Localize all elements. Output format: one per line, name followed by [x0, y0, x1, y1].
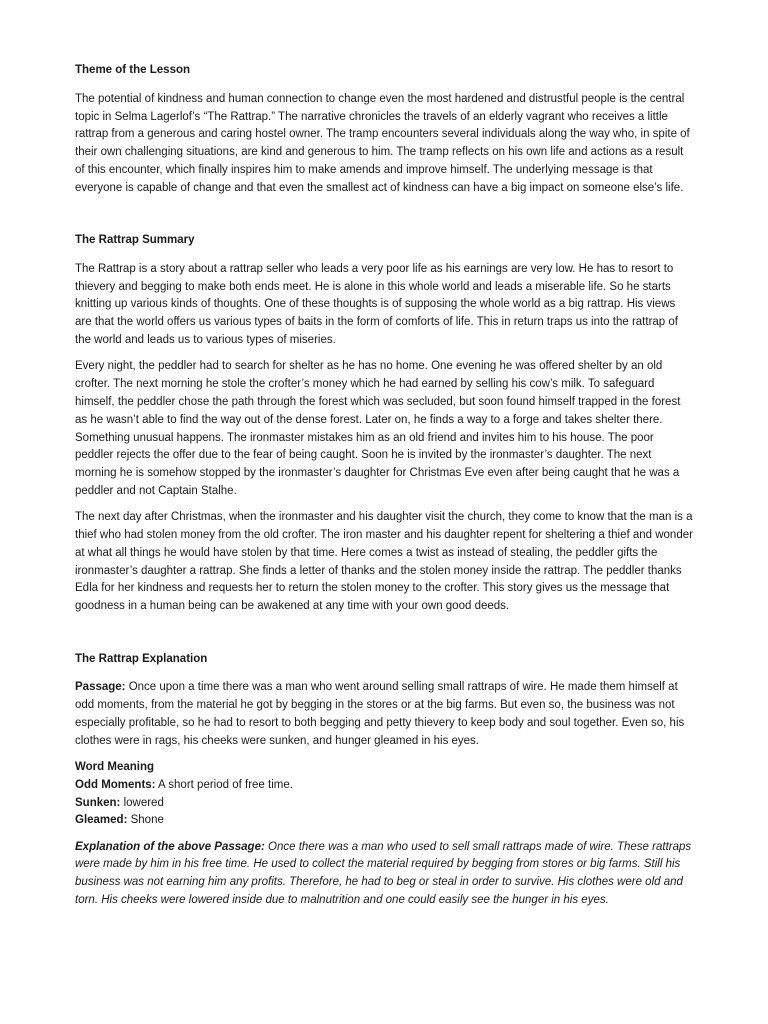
word-definition: Shone [127, 814, 164, 827]
document-page [75, 62, 695, 918]
summary-heading: The Rattrap Summary [75, 234, 195, 247]
word-definition: lowered [120, 796, 164, 809]
theme-heading: Theme of the Lesson [75, 64, 191, 76]
word-term: Odd Moments: [75, 778, 156, 791]
explanation-paragraph [75, 839, 695, 910]
summary-paragraph-1: The Rattrap is a story about a rattrap seller who leads a very poor life as his earnings are very low. He has to resort to thievery and begging to make both ends meet. He is alone in this whole world and leads a miserable life. So he starts knitting up various kinds of thoughts. One of these thoughts is of supposing the whole world as a big rattrap. His views are that the world offers us various types of baits in the form of comforts of life. This in return traps us into the rattrap of the world and leads us to various types of miseries. [75, 262, 678, 347]
word-meaning-item [75, 795, 695, 813]
passage-text: Once upon a time there was a man who went around selling small rattraps of wire. He made them himself at odd moments, from the material he got by begging in the stores or at the big farms. But even so, the business was not especially profitable, so he had to resort to both begging and petty thievery to keep body and soul together. Even so, his clothes were in rags, his cheeks were sunken, and hunger gleamed in his eyes. [75, 681, 685, 747]
section-spacer [75, 206, 695, 232]
passage-label: Passage: [75, 681, 126, 694]
explanation-heading: The Rattrap Explanation [75, 652, 208, 665]
word-term: Gleamed: [75, 814, 128, 827]
word-term: Sunken: [75, 796, 121, 809]
word-meaning-item [75, 777, 695, 795]
passage-paragraph [75, 679, 695, 750]
theme-paragraph: The potential of kindness and human connection to change even the most hardened and distrustful people is the central topic in Selma Lagerlof’s “The Rattrap.” The narrative chronicles the travels of an elderly vagrant who receives a little rattrap from a generous and caring hostel owner. The tramp encounters several individuals along the way who, in spite of their own challenging situations, are kind and generous to him. The tramp reflects on his own life and actions as a result of this encounter, which finally inspires him to make amends and improve himself. The underlying message is that everyone is capable of change and that even the smallest act of kindness can have a big impact on someone else’s life. [75, 92, 690, 194]
word-meaning-block [75, 759, 695, 830]
explanation-text: Once there was a man who used to sell small rattraps made of wire. These rattraps were made by him in his free time. He used to collect the material required by begging from stores or big farms. Still his business was not earning him any profits. Therefore, he had to beg or steal in order to survive. His clothes were old and torn. His cheeks were lowered inside due to malnutrition and one could easily see the hunger in his eyes. [75, 840, 692, 907]
section-spacer [75, 625, 695, 651]
explanation-label: Explanation of the above Passage: [75, 840, 265, 853]
word-definition: A short period of free time. [155, 778, 293, 791]
summary-paragraph-3: The next day after Christmas, when the ironmaster and his daughter visit the church, they come to know that the man is a thief who had stolen money from the old crofter. The iron master and his daughter repent for sheltering a thief and wonder at what all things he would have stolen by that time. Here comes a twist as instead of stealing, the peddler gifts the ironmaster’s daughter a rattrap. She finds a letter of thanks and the stolen money inside the rattrap. The peddler thanks Edla for her kindness and requests her to return the stolen money to the crofter. This story gives us the message that goodness in a human being can be awakened at any time with your own good deeds. [75, 511, 693, 613]
summary-paragraph-2: Every night, the peddler had to search for shelter as he has no home. One evening he was offered shelter by an old crofter. The next morning he stole the crofter’s money which he had earned by selling his cow’s milk. To safeguard himself, the peddler chose the path through the forest which was secluded, but soon found himself trapped in the forest as he wasn’t able to find the way out of the dense forest. Later on, he finds a way to a forge and takes shelter there. Something unusual happens. The ironmaster mistakes him as an old friend and invites him to his house. The poor peddler rejects the offer due to the fear of being caught. Soon he is invited by the ironmaster’s daughter. The next morning he is somehow stopped by the ironmaster’s daughter for Christmas Eve even after being caught that he was a peddler and not Captain Stalhe. [75, 360, 681, 497]
word-meaning-item [75, 812, 695, 830]
word-meaning-heading: Word Meaning [75, 761, 155, 773]
